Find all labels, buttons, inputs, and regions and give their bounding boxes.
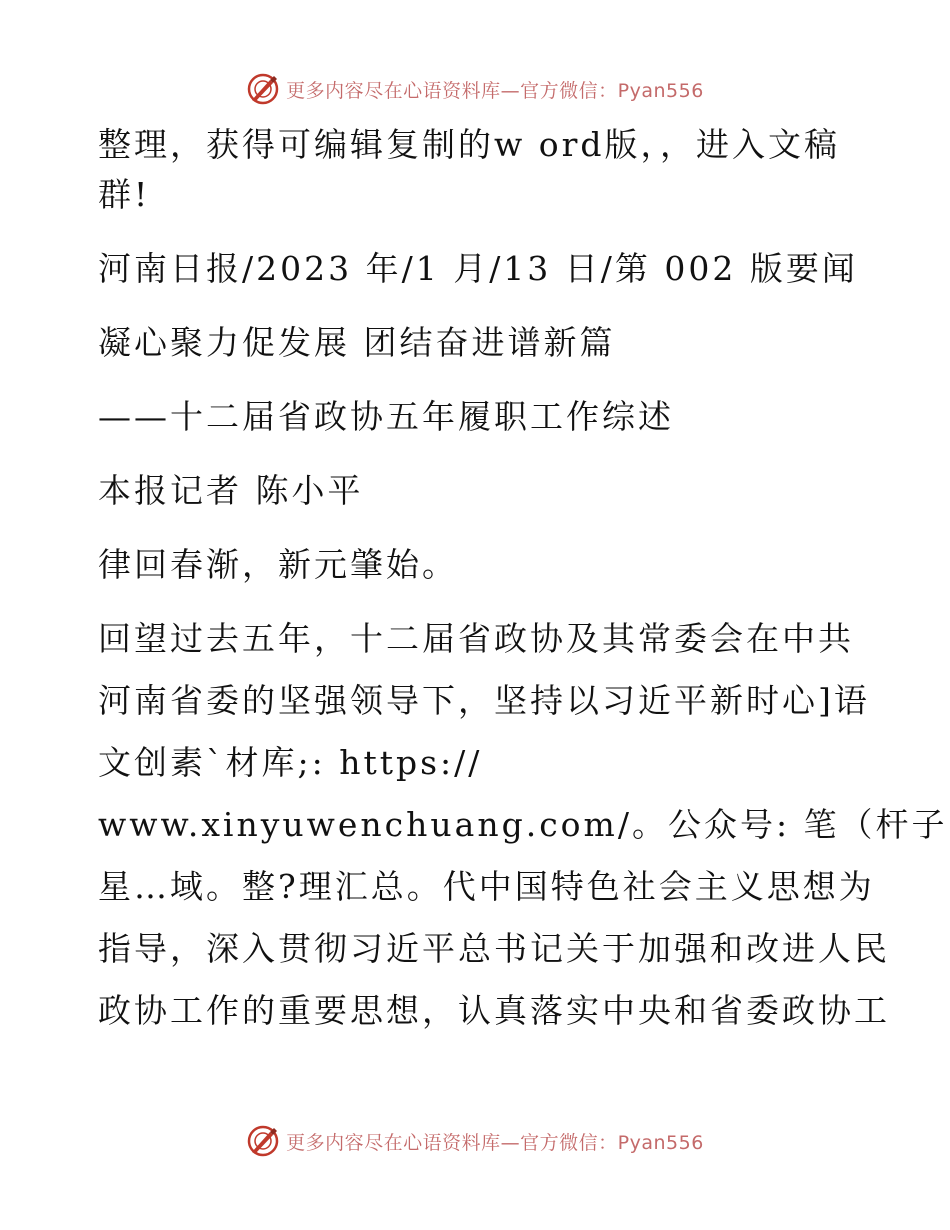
watermark-text: 更多内容尽在心语资料库—官方微信：Pyan556 <box>286 1131 704 1154</box>
text-line: 律回春渐，新元肇始。 <box>98 545 458 584</box>
text-line: 文创素`材库;: https:// <box>98 743 483 782</box>
text-line: 整理，获得可编辑复制的w ord版，，进入文稿 <box>98 125 841 164</box>
text-line: 政协工作的重要思想，认真落实中央和省委政协工 <box>98 991 890 1030</box>
document-body <box>98 120 948 1036</box>
byline: 本报记者 陈小平 <box>98 471 364 510</box>
text-line: 回望过去五年，十二届省政协及其常委会在中共 <box>98 619 854 658</box>
pen-logo-icon <box>246 72 280 106</box>
article-subtitle: ——十二届省政协五年履职工作综述 <box>98 397 674 436</box>
text-line: 群! <box>98 175 151 214</box>
text-line: www.xinyuwenchuang.com/。公众号: 笔（杆子 <box>98 805 948 844</box>
watermark-group <box>246 1124 704 1158</box>
pen-logo-icon <box>246 1124 280 1158</box>
article-title: 凝心聚力促发展 团结奋进谱新篇 <box>98 323 616 362</box>
text-line: 河南省委的坚强领导下，坚持以习近平新时心]语 <box>98 681 870 720</box>
header-watermark <box>0 72 950 106</box>
source-line: 河南日报/2023 年/1 月/13 日/第 002 版要闻 <box>98 249 858 288</box>
watermark-text: 更多内容尽在心语资料库—官方微信：Pyan556 <box>286 79 704 102</box>
text-line: 指导，深入贯彻习近平总书记关于加强和改进人民 <box>98 929 890 968</box>
footer-watermark <box>0 1124 950 1158</box>
text-line: 星…域。整?理汇总。代中国特色社会主义思想为 <box>98 867 875 906</box>
watermark-group <box>246 72 704 106</box>
